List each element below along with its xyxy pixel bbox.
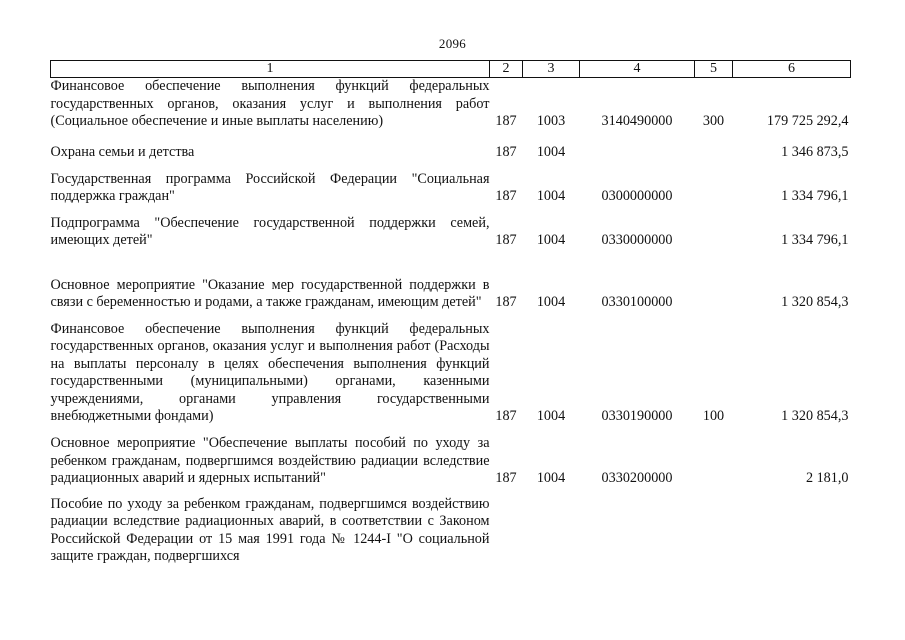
row-section: 1004	[536, 144, 566, 160]
row-target: 0330200000	[601, 470, 673, 486]
row-ministry: 187	[495, 188, 517, 204]
table-row	[51, 250, 851, 312]
table-row	[51, 426, 851, 488]
row-expense-type	[695, 488, 733, 566]
row-amount: 179 725 292,4	[766, 113, 849, 129]
row-section: 1004	[536, 188, 566, 204]
row-expense-type	[695, 250, 733, 312]
row-amount: 1 334 796,1	[781, 188, 849, 204]
row-name: Охрана семьи и детства	[50, 144, 195, 160]
row-amount	[733, 488, 851, 566]
row-section: 1004	[536, 470, 566, 486]
header-col-6: 6	[733, 61, 851, 78]
row-amount: 1 346 873,5	[781, 144, 849, 160]
row-ministry: 187	[495, 232, 517, 248]
row-target: 3140490000	[601, 113, 673, 129]
row-name: Финансовое обеспечение выполнения функций федеральных государственных органов, оказания услуг и выполнения работ (Социальное обеспечение и иные выплаты населению)	[50, 78, 490, 129]
row-section: 1003	[536, 113, 566, 129]
row-name: Основное мероприятие "Оказание мер государственной поддержки в связи с беременностью и родами, а также гражданам, имеющим детей"	[50, 276, 490, 310]
row-target: 0330000000	[601, 232, 673, 248]
row-expense-type	[695, 162, 733, 206]
table-row	[51, 78, 851, 131]
row-ministry: 187	[495, 470, 517, 486]
row-target: 0330100000	[601, 294, 673, 310]
row-target	[580, 131, 695, 162]
row-expense-type	[695, 131, 733, 162]
budget-table	[50, 60, 851, 566]
row-name: Пособие по уходу за ребенком гражданам, подвергшимся воздействию радиации вследствие радиационных аварий, в соответствии с Законом Российской Федерации от 15 мая 1991 года № 1244-I "О социальной защите граждан, подвергшихся	[50, 495, 490, 564]
header-col-4: 4	[580, 61, 695, 78]
header-col-5: 5	[695, 61, 733, 78]
row-expense-type: 300	[702, 113, 725, 129]
page-number: 2096	[438, 36, 467, 51]
table-row	[51, 206, 851, 250]
header-col-1: 1	[51, 61, 490, 78]
row-amount: 2 181,0	[805, 470, 849, 486]
row-ministry: 187	[495, 294, 517, 310]
row-expense-type	[695, 206, 733, 250]
row-section: 1004	[536, 408, 566, 424]
row-ministry: 187	[495, 113, 517, 129]
row-name: Государственная программа Российской Федерации "Социальная поддержка граждан"	[50, 170, 490, 204]
table-body	[51, 78, 851, 566]
row-ministry	[490, 488, 523, 566]
row-section: 1004	[536, 294, 566, 310]
table-row	[51, 131, 851, 162]
row-target: 0330190000	[601, 408, 673, 424]
row-amount: 1 320 854,3	[781, 294, 849, 310]
row-name: Подпрограмма "Обеспечение государственной поддержки семей, имеющих детей"	[50, 214, 490, 248]
row-name: Финансовое обеспечение выполнения функций федеральных государственных органов, оказания услуг и выполнения работ (Расходы на выплаты персоналу в целях обеспечения выполнения функций государственными (муниципальными) органами, казенными учреждениями, органами управления государственными внебюджетными фондами)	[50, 320, 490, 424]
header-col-3: 3	[523, 61, 580, 78]
row-section: 1004	[536, 232, 566, 248]
header-col-2: 2	[490, 61, 523, 78]
row-target	[580, 488, 695, 566]
row-amount: 1 320 854,3	[781, 408, 849, 424]
row-ministry: 187	[495, 408, 517, 424]
row-expense-type	[695, 426, 733, 488]
row-ministry: 187	[495, 144, 517, 160]
row-name: Основное мероприятие "Обеспечение выплаты пособий по уходу за ребенком гражданам, подвергшимся воздействию радиации вследствие радиационных аварий и ядерных испытаний"	[50, 435, 490, 486]
table-header	[51, 61, 851, 78]
row-expense-type: 100	[702, 408, 725, 424]
row-amount: 1 334 796,1	[781, 232, 849, 248]
table-row	[51, 162, 851, 206]
row-target: 0300000000	[601, 188, 673, 204]
row-section	[523, 488, 580, 566]
header-row	[51, 61, 851, 78]
table-row	[51, 312, 851, 426]
table-row	[51, 488, 851, 566]
